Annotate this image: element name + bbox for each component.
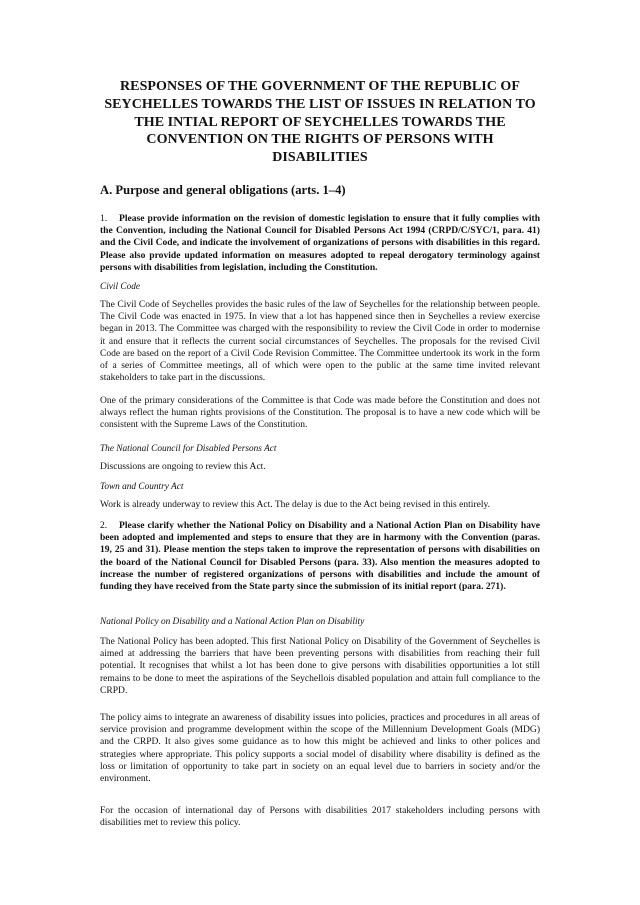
question-2 bbox=[100, 520, 540, 593]
policy-paragraph-2: The policy aims to integrate an awareness of disability issues into policies, practices and procedures in all areas of service provision and programme development within the scope of the Millennium Development Goals (MDG) and the CRPD. It also gives some guidance as to how this might be achieved and links to other polices and strategies where appropriate. This policy supports a social model of disability where disability is defined as the loss or limitation of opportunity to take part in society on an equal level due to barriers in society and/or the environment. bbox=[100, 712, 540, 785]
town-country-heading: Town and Country Act bbox=[100, 482, 184, 492]
policy-paragraph-3: For the occasion of international day of Persons with disabilities 2017 stakeholders including persons with disabilities met to review this policy. bbox=[100, 805, 540, 829]
question-1 bbox=[100, 213, 540, 274]
question-2-number: 2. bbox=[100, 520, 108, 531]
section-heading: A. Purpose and general obligations (arts. 1–4) bbox=[100, 183, 346, 197]
question-2-text: Please clarify whether the National Policy on Disability and a National Action Plan on Disability have been adopted and implemented and steps to ensure that they are in harmony with the Convention (paras. 19, 25 and 31). Please mention the steps taken to improve the representation of persons with disabilities on the board of the National Council for Disabled Persons (para. 33). Also mention the measures adopted to increase the number of registered organizations of persons with disabilities and include the amount of funding they have received from the State party since the submission of its initial report (para. 271). bbox=[100, 520, 540, 593]
question-1-text: Please provide information on the revision of domestic legislation to ensure that it fully complies with the Convention, including the National Council for Disabled Persons Act 1994 (CRPD/C/SYC/1, para. 41) and the Civil Code, and indicate the involvement of organizations of persons with disabilities in this regard. Please also provide updated information on measures adopted to repeal derogatory terminology against persons with disabilities from legislation, including the Constitution. bbox=[100, 213, 540, 273]
question-1-number: 1. bbox=[100, 213, 108, 224]
policy-heading: National Policy on Disability and a National Action Plan on Disability bbox=[100, 617, 365, 627]
ncdp-act-heading: The National Council for Disabled Persons Act bbox=[100, 444, 277, 454]
civil-code-paragraph-1: The Civil Code of Seychelles provides the basic rules of the law of Seychelles for the relationship between people. The Civil Code was enacted in 1975. In view that a lot has happened since then in Seychelles a review exercise began in 2013. The Committee was charged with the responsibility to review the Civil Code in order to modernise it and ensure that it reflects the current social circumstances of Seychelles. The proposals for the revised Civil Code are based on the report of a Civil Code Revision Committee. The Committee undertook its work in the form of a series of Committee meetings, all of which were open to the public at the same time invited relevant stakeholders to take part in the discussions. bbox=[100, 299, 540, 384]
ncdp-act-text: Discussions are ongoing to review this Act. bbox=[100, 461, 266, 472]
policy-paragraph-1: The National Policy has been adopted. This first National Policy on Disability of the Government of Seychelles is aimed at addressing the barriers that have been preventing persons with disabilities from reaching their full potential. It recognises that whilst a lot has been done to give persons with disabilities opportunities a lot still remains to be done to meet the aspirations of the Seychellois disabled population and attain full compliance to the CRPD. bbox=[100, 636, 540, 696]
civil-code-heading: Civil Code bbox=[100, 282, 141, 292]
document-title: RESPONSES OF THE GOVERNMENT OF THE REPUBLIC OF SEYCHELLES TOWARDS THE LIST OF ISSUES IN RELATION TO THE INTIAL REPORT OF SEYCHELLES TOWARDS THE CONVENTION ON THE RIGHTS OF PERSONS WITH DISABILITIES bbox=[104, 79, 536, 166]
town-country-text: Work is already underway to review this Act. The delay is due to the Act being revised in this entirely. bbox=[100, 499, 491, 510]
civil-code-paragraph-2: One of the primary considerations of the Committee is that Code was made before the Constitution and does not always reflect the human rights provisions of the Constitution. The proposal is to have a new code which will be consistent with the Supreme Laws of the Constitution. bbox=[100, 395, 540, 431]
